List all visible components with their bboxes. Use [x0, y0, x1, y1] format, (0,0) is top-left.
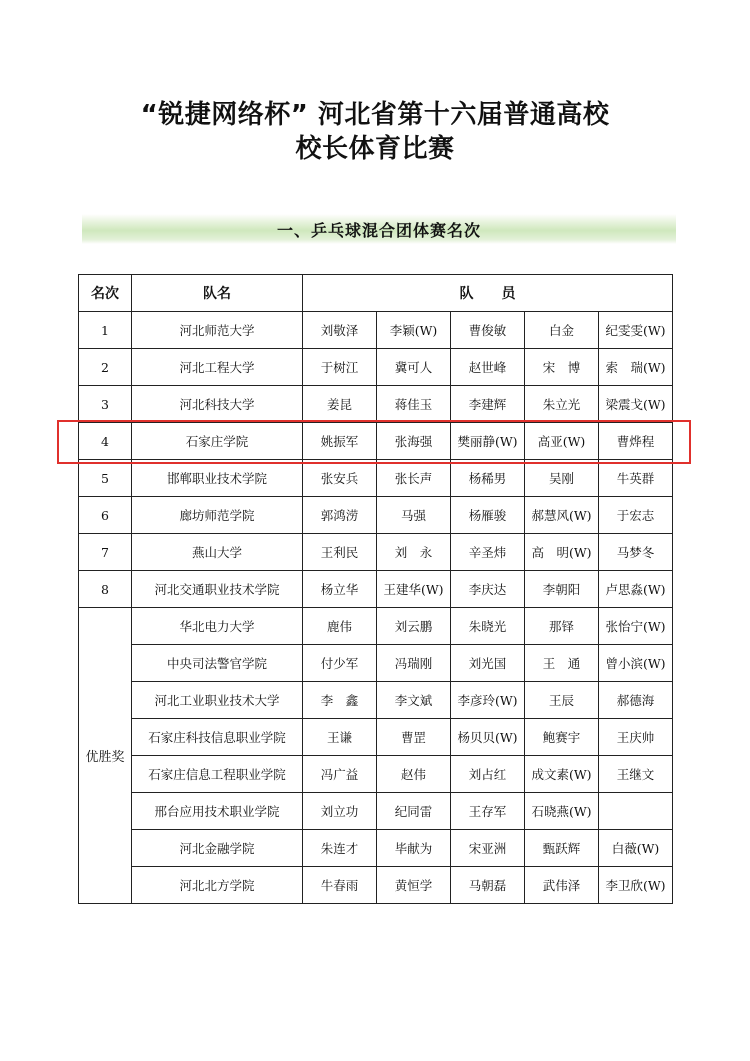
member-cell: 赵伟 — [377, 756, 451, 793]
table-row — [79, 867, 673, 904]
table-row — [79, 682, 673, 719]
member-cell: 鹿伟 — [303, 608, 377, 645]
rank-cell: 1 — [79, 312, 132, 349]
members-header: 队 员 — [303, 275, 673, 312]
member-cell: 姚振军 — [303, 423, 377, 460]
member-cell: 刘敬泽 — [303, 312, 377, 349]
member-cell: 刘占红 — [451, 756, 525, 793]
member-cell: 李庆达 — [451, 571, 525, 608]
member-cell: 郝德海 — [599, 682, 673, 719]
table-row — [79, 719, 673, 756]
member-cell: 梁震戈(W) — [599, 386, 673, 423]
member-cell: 付少军 — [303, 645, 377, 682]
member-cell: 马梦冬 — [599, 534, 673, 571]
member-cell: 于宏志 — [599, 497, 673, 534]
member-cell: 吴刚 — [525, 460, 599, 497]
table-row — [79, 349, 673, 386]
member-cell: 郝慧风(W) — [525, 497, 599, 534]
member-cell: 毕献为 — [377, 830, 451, 867]
member-cell: 王庆帅 — [599, 719, 673, 756]
member-cell: 刘 永 — [377, 534, 451, 571]
rank-cell: 4 — [79, 423, 132, 460]
member-cell: 李 鑫 — [303, 682, 377, 719]
member-cell: 曹烨程 — [599, 423, 673, 460]
member-cell: 宋 博 — [525, 349, 599, 386]
member-cell: 王利民 — [303, 534, 377, 571]
team-cell: 廊坊师范学院 — [132, 497, 303, 534]
table-row — [79, 534, 673, 571]
member-cell: 王 通 — [525, 645, 599, 682]
member-cell: 曹俊敏 — [451, 312, 525, 349]
member-cell: 冀可人 — [377, 349, 451, 386]
team-cell: 河北交通职业技术学院 — [132, 571, 303, 608]
team-cell: 石家庄信息工程职业学院 — [132, 756, 303, 793]
table-row — [79, 793, 673, 830]
section-title: 一、乒乓球混合团体赛名次 — [276, 221, 481, 240]
rank-cell: 8 — [79, 571, 132, 608]
table-row — [79, 312, 673, 349]
member-cell: 蒋佳玉 — [377, 386, 451, 423]
rank-cell: 7 — [79, 534, 132, 571]
team-cell: 石家庄科技信息职业学院 — [132, 719, 303, 756]
document-title-line2: 校长体育比赛 — [295, 134, 455, 164]
member-cell: 李卫欣(W) — [599, 867, 673, 904]
results-table — [78, 274, 673, 904]
table-row — [79, 571, 673, 608]
member-cell: 鲍赛宇 — [525, 719, 599, 756]
member-cell: 杨贝贝(W) — [451, 719, 525, 756]
member-cell: 刘立功 — [303, 793, 377, 830]
document-title-line1: “锐捷网络杯” 河北省第十六届普通高校 — [140, 100, 610, 130]
member-cell: 张长声 — [377, 460, 451, 497]
team-cell: 中央司法警官学院 — [132, 645, 303, 682]
rank-cell: 6 — [79, 497, 132, 534]
team-cell: 华北电力大学 — [132, 608, 303, 645]
member-cell: 李文斌 — [377, 682, 451, 719]
member-cell: 牛春雨 — [303, 867, 377, 904]
member-cell: 王谦 — [303, 719, 377, 756]
member-cell: 白薇(W) — [599, 830, 673, 867]
team-cell: 河北金融学院 — [132, 830, 303, 867]
member-cell: 辛圣炜 — [451, 534, 525, 571]
member-cell: 马朝磊 — [451, 867, 525, 904]
member-cell: 那铎 — [525, 608, 599, 645]
table-row — [79, 497, 673, 534]
table-row — [79, 608, 673, 645]
member-cell: 黄恒学 — [377, 867, 451, 904]
team-cell: 河北师范大学 — [132, 312, 303, 349]
member-cell: 白金 — [525, 312, 599, 349]
member-cell: 张海强 — [377, 423, 451, 460]
member-cell: 于树江 — [303, 349, 377, 386]
member-cell: 牛英群 — [599, 460, 673, 497]
member-cell: 赵世峰 — [451, 349, 525, 386]
team-cell: 邯郸职业技术学院 — [132, 460, 303, 497]
member-cell: 刘光国 — [451, 645, 525, 682]
member-cell: 冯瑞刚 — [377, 645, 451, 682]
member-cell: 张安兵 — [303, 460, 377, 497]
team-cell: 邢台应用技术职业学院 — [132, 793, 303, 830]
member-cell: 樊丽静(W) — [451, 423, 525, 460]
member-cell: 李朝阳 — [525, 571, 599, 608]
table-header-row — [79, 275, 673, 312]
table-row — [79, 756, 673, 793]
team-header: 队名 — [132, 275, 303, 312]
member-cell: 纪雯雯(W) — [599, 312, 673, 349]
member-cell: 宋亚洲 — [451, 830, 525, 867]
team-cell: 石家庄学院 — [132, 423, 303, 460]
member-cell: 王继文 — [599, 756, 673, 793]
member-cell: 李颖(W) — [377, 312, 451, 349]
member-cell: 卢思淼(W) — [599, 571, 673, 608]
member-cell: 索 瑞(W) — [599, 349, 673, 386]
honor-label-cell: 优胜奖 — [79, 608, 132, 904]
member-cell: 杨雁骏 — [451, 497, 525, 534]
rank-cell: 5 — [79, 460, 132, 497]
member-cell: 石晓燕(W) — [525, 793, 599, 830]
member-cell — [599, 793, 673, 830]
rank-cell: 2 — [79, 349, 132, 386]
rank-header: 名次 — [79, 275, 132, 312]
team-cell: 河北工程大学 — [132, 349, 303, 386]
team-cell: 燕山大学 — [132, 534, 303, 571]
member-cell: 李彦玲(W) — [451, 682, 525, 719]
member-cell: 张怡宁(W) — [599, 608, 673, 645]
member-cell: 武伟泽 — [525, 867, 599, 904]
member-cell: 王存军 — [451, 793, 525, 830]
member-cell: 郭鸿涝 — [303, 497, 377, 534]
member-cell: 朱连才 — [303, 830, 377, 867]
member-cell: 曹罡 — [377, 719, 451, 756]
table-row — [79, 830, 673, 867]
table-row — [79, 423, 673, 460]
member-cell: 高 明(W) — [525, 534, 599, 571]
member-cell: 姜昆 — [303, 386, 377, 423]
member-cell: 杨立华 — [303, 571, 377, 608]
table-row — [79, 460, 673, 497]
member-cell: 高亚(W) — [525, 423, 599, 460]
member-cell: 李建辉 — [451, 386, 525, 423]
rank-cell: 3 — [79, 386, 132, 423]
member-cell: 朱立光 — [525, 386, 599, 423]
team-cell: 河北科技大学 — [132, 386, 303, 423]
team-cell: 河北工业职业技术大学 — [132, 682, 303, 719]
team-cell: 河北北方学院 — [132, 867, 303, 904]
member-cell: 刘云鹏 — [377, 608, 451, 645]
member-cell: 马强 — [377, 497, 451, 534]
member-cell: 杨稀男 — [451, 460, 525, 497]
member-cell: 纪同雷 — [377, 793, 451, 830]
member-cell: 王建华(W) — [377, 571, 451, 608]
member-cell: 王辰 — [525, 682, 599, 719]
member-cell: 朱晓光 — [451, 608, 525, 645]
table-row — [79, 645, 673, 682]
table-row — [79, 386, 673, 423]
member-cell: 成文素(W) — [525, 756, 599, 793]
member-cell: 曾小滨(W) — [599, 645, 673, 682]
member-cell: 甄跃辉 — [525, 830, 599, 867]
member-cell: 冯广益 — [303, 756, 377, 793]
